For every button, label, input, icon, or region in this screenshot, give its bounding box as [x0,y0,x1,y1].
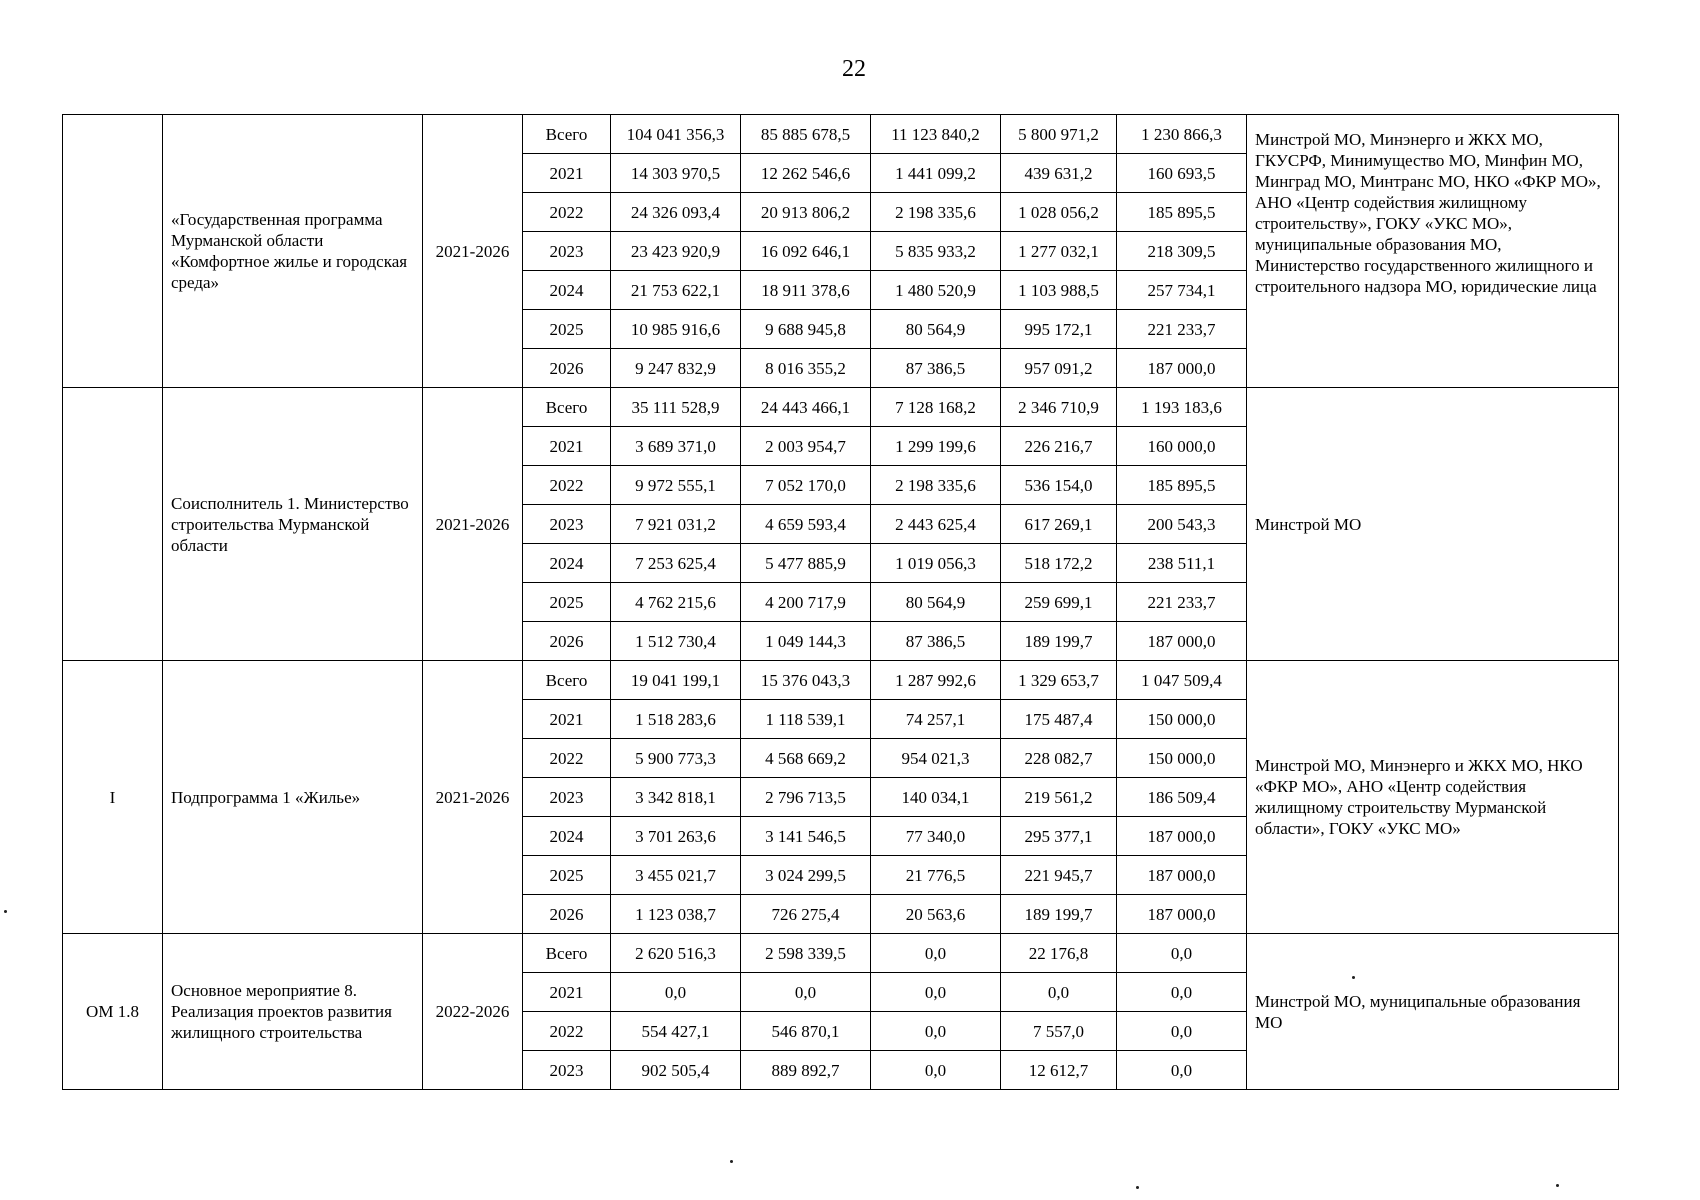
program-name: Соисполнитель 1. Министерство строительства Мурманской области [171,493,409,555]
table-row [63,388,1619,427]
value-cell: 85 885 678,5 [741,115,871,154]
value-cell: 20 563,6 [871,895,1001,934]
value-cell: 1 118 539,1 [741,700,871,739]
value-cell: 0,0 [871,934,1001,973]
value-cell: 74 257,1 [871,700,1001,739]
year-cell: 2023 [523,1051,611,1090]
value-cell: 218 309,5 [1117,232,1247,271]
year-cell: 2022 [523,1012,611,1051]
value-cell: 77 340,0 [871,817,1001,856]
value-cell: 9 688 945,8 [741,310,871,349]
year-cell: 2025 [523,856,611,895]
value-cell: 228 082,7 [1001,739,1117,778]
value-cell: 18 911 378,6 [741,271,871,310]
value-cell: 21 776,5 [871,856,1001,895]
year-cell: 2022 [523,739,611,778]
total-value-cell: 1 123 038,7 [611,895,741,934]
row-number-cell [63,388,163,661]
value-cell: 3 141 546,5 [741,817,871,856]
value-cell: 238 511,1 [1117,544,1247,583]
value-cell: 160 000,0 [1117,427,1247,466]
year-cell: 2024 [523,544,611,583]
value-cell: 2 198 335,6 [871,193,1001,232]
total-value-cell: 2 620 516,3 [611,934,741,973]
value-cell: 1 193 183,6 [1117,388,1247,427]
value-cell: 1 480 520,9 [871,271,1001,310]
total-value-cell: 3 701 263,6 [611,817,741,856]
value-cell: 0,0 [1117,973,1247,1012]
value-cell: 1 287 992,6 [871,661,1001,700]
total-value-cell: 3 455 021,7 [611,856,741,895]
value-cell: 185 895,5 [1117,466,1247,505]
value-cell: 185 895,5 [1117,193,1247,232]
program-name-cell [163,661,423,934]
value-cell: 1 028 056,2 [1001,193,1117,232]
value-cell: 2 198 335,6 [871,466,1001,505]
value-cell: 0,0 [1117,934,1247,973]
value-cell: 2 598 339,5 [741,934,871,973]
year-cell: Всего [523,661,611,700]
value-cell: 1 277 032,1 [1001,232,1117,271]
value-cell: 0,0 [1001,973,1117,1012]
year-cell: 2021 [523,154,611,193]
value-cell: 187 000,0 [1117,349,1247,388]
program-name: Подпрограмма 1 «Жилье» [171,787,361,807]
value-cell: 1 047 509,4 [1117,661,1247,700]
value-cell: 187 000,0 [1117,622,1247,661]
total-value-cell: 104 041 356,3 [611,115,741,154]
value-cell: 4 200 717,9 [741,583,871,622]
total-value-cell: 7 253 625,4 [611,544,741,583]
value-cell: 24 443 466,1 [741,388,871,427]
total-value-cell: 3 689 371,0 [611,427,741,466]
period-cell: 2021-2026 [423,661,523,934]
value-cell: 546 870,1 [741,1012,871,1051]
value-cell: 726 275,4 [741,895,871,934]
value-cell: 1 230 866,3 [1117,115,1247,154]
value-cell: 1 019 056,3 [871,544,1001,583]
value-cell: 295 377,1 [1001,817,1117,856]
value-cell: 80 564,9 [871,583,1001,622]
value-cell: 150 000,0 [1117,739,1247,778]
scan-speck [4,910,7,913]
year-cell: 2025 [523,310,611,349]
value-cell: 187 000,0 [1117,895,1247,934]
value-cell: 11 123 840,2 [871,115,1001,154]
value-cell: 16 092 646,1 [741,232,871,271]
period-cell: 2021-2026 [423,388,523,661]
executors-cell [1247,934,1619,1090]
value-cell: 257 734,1 [1117,271,1247,310]
year-cell: 2021 [523,700,611,739]
program-name: «Государственная программа Мурманской области «Комфортное жилье и городская среда» [171,210,408,292]
executors-cell [1247,661,1619,934]
value-cell: 87 386,5 [871,349,1001,388]
program-name-cell [163,934,423,1090]
value-cell: 2 346 710,9 [1001,388,1117,427]
value-cell: 5 477 885,9 [741,544,871,583]
total-value-cell: 24 326 093,4 [611,193,741,232]
value-cell: 8 016 355,2 [741,349,871,388]
table-row [63,115,1619,154]
total-value-cell: 19 041 199,1 [611,661,741,700]
value-cell: 4 568 669,2 [741,739,871,778]
value-cell: 7 052 170,0 [741,466,871,505]
year-cell: 2023 [523,232,611,271]
total-value-cell: 7 921 031,2 [611,505,741,544]
executors-cell [1247,388,1619,661]
year-cell: Всего [523,388,611,427]
value-cell: 1 329 653,7 [1001,661,1117,700]
value-cell: 3 024 299,5 [741,856,871,895]
value-cell: 87 386,5 [871,622,1001,661]
value-cell: 80 564,9 [871,310,1001,349]
value-cell: 219 561,2 [1001,778,1117,817]
value-cell: 439 631,2 [1001,154,1117,193]
total-value-cell: 3 342 818,1 [611,778,741,817]
value-cell: 221 233,7 [1117,583,1247,622]
year-cell: 2022 [523,193,611,232]
value-cell: 0,0 [741,973,871,1012]
total-value-cell: 9 972 555,1 [611,466,741,505]
value-cell: 1 103 988,5 [1001,271,1117,310]
budget-table [62,114,1619,1090]
scan-speck [1556,1184,1559,1187]
value-cell: 15 376 043,3 [741,661,871,700]
scan-speck [730,1160,733,1163]
value-cell: 140 034,1 [871,778,1001,817]
total-value-cell: 4 762 215,6 [611,583,741,622]
value-cell: 221 233,7 [1117,310,1247,349]
table-row [63,661,1619,700]
value-cell: 150 000,0 [1117,700,1247,739]
value-cell: 5 835 933,2 [871,232,1001,271]
value-cell: 160 693,5 [1117,154,1247,193]
total-value-cell: 5 900 773,3 [611,739,741,778]
value-cell: 1 049 144,3 [741,622,871,661]
period-cell: 2021-2026 [423,115,523,388]
value-cell: 2 443 625,4 [871,505,1001,544]
year-cell: 2024 [523,271,611,310]
program-name-cell [163,115,423,388]
year-cell: 2026 [523,622,611,661]
value-cell: 221 945,7 [1001,856,1117,895]
value-cell: 518 172,2 [1001,544,1117,583]
program-name: Основное мероприятие 8. Реализация проектов развития жилищного строительства [171,981,392,1042]
total-value-cell: 10 985 916,6 [611,310,741,349]
value-cell: 187 000,0 [1117,856,1247,895]
scan-speck [1352,976,1355,979]
year-cell: Всего [523,934,611,973]
value-cell: 0,0 [1117,1012,1247,1051]
year-cell: 2023 [523,505,611,544]
value-cell: 226 216,7 [1001,427,1117,466]
value-cell: 186 509,4 [1117,778,1247,817]
table-row [63,934,1619,973]
total-value-cell: 21 753 622,1 [611,271,741,310]
row-number-cell [63,115,163,388]
value-cell: 187 000,0 [1117,817,1247,856]
value-cell: 20 913 806,2 [741,193,871,232]
value-cell: 7 557,0 [1001,1012,1117,1051]
value-cell: 7 128 168,2 [871,388,1001,427]
value-cell: 0,0 [871,1051,1001,1090]
executors-text: Минстрой МО, Минэнерго и ЖКХ МО, НКО «ФКР МО», АНО «Центр содействия жилищному строительству Мурманской области», ГОКУ «УКС МО» [1255,756,1583,838]
value-cell: 0,0 [871,1012,1001,1051]
value-cell: 189 199,7 [1001,622,1117,661]
total-value-cell: 23 423 920,9 [611,232,741,271]
period-cell: 2022-2026 [423,934,523,1090]
total-value-cell: 9 247 832,9 [611,349,741,388]
value-cell: 175 487,4 [1001,700,1117,739]
value-cell: 12 612,7 [1001,1051,1117,1090]
year-cell: Всего [523,115,611,154]
total-value-cell: 35 111 528,9 [611,388,741,427]
executors-text: Минстрой МО, муниципальные образования МО [1255,991,1581,1032]
year-cell: 2026 [523,895,611,934]
year-cell: 2026 [523,349,611,388]
total-value-cell: 14 303 970,5 [611,154,741,193]
value-cell: 2 003 954,7 [741,427,871,466]
value-cell: 200 543,3 [1117,505,1247,544]
value-cell: 4 659 593,4 [741,505,871,544]
table-body [63,115,1619,1090]
executors-text: Минстрой МО [1255,514,1362,534]
total-value-cell: 1 518 283,6 [611,700,741,739]
year-cell: 2021 [523,973,611,1012]
value-cell: 189 199,7 [1001,895,1117,934]
value-cell: 0,0 [871,973,1001,1012]
row-number-cell: ОМ 1.8 [63,934,163,1090]
total-value-cell: 554 427,1 [611,1012,741,1051]
value-cell: 1 441 099,2 [871,154,1001,193]
year-cell: 2025 [523,583,611,622]
page-number: 22 [842,56,866,82]
value-cell: 22 176,8 [1001,934,1117,973]
year-cell: 2024 [523,817,611,856]
program-name-cell [163,388,423,661]
year-cell: 2021 [523,427,611,466]
value-cell: 5 800 971,2 [1001,115,1117,154]
value-cell: 995 172,1 [1001,310,1117,349]
executors-cell [1247,115,1619,388]
total-value-cell: 1 512 730,4 [611,622,741,661]
scan-speck [1136,1186,1139,1189]
executors-text: Минстрой МО, Минэнерго и ЖКХ МО, ГКУСРФ, Минимущество МО, Минфин МО, Минград МО, Минтранс МО, НКО «ФКР МО», АНО «Центр содействия жилищному строительству», ГОКУ «УКС МО», муниципальные образования МО, Министерство государственного жилищного и строительного надзора МО, юридические лица [1255,130,1601,296]
year-cell: 2023 [523,778,611,817]
value-cell: 1 299 199,6 [871,427,1001,466]
value-cell: 259 699,1 [1001,583,1117,622]
value-cell: 957 091,2 [1001,349,1117,388]
row-number-cell: I [63,661,163,934]
value-cell: 889 892,7 [741,1051,871,1090]
total-value-cell: 0,0 [611,973,741,1012]
value-cell: 12 262 546,6 [741,154,871,193]
value-cell: 954 021,3 [871,739,1001,778]
value-cell: 617 269,1 [1001,505,1117,544]
value-cell: 2 796 713,5 [741,778,871,817]
value-cell: 536 154,0 [1001,466,1117,505]
total-value-cell: 902 505,4 [611,1051,741,1090]
year-cell: 2022 [523,466,611,505]
value-cell: 0,0 [1117,1051,1247,1090]
